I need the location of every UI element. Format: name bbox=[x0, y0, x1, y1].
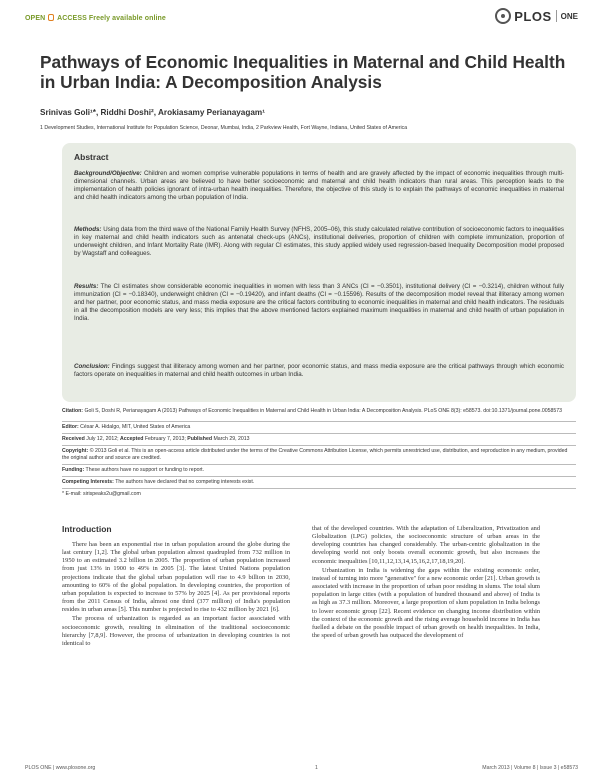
intro-left-column bbox=[62, 541, 290, 648]
abstract-results bbox=[74, 283, 564, 323]
abstract-conclusion bbox=[74, 363, 564, 379]
abstract-methods-label: Methods: bbox=[74, 226, 102, 233]
abstract-conclusion-label: Conclusion: bbox=[74, 363, 110, 370]
funding bbox=[62, 467, 576, 474]
abstract-box bbox=[62, 143, 576, 402]
abstract-results-text: The CI estimates show considerable economic inequalities in women with less than 3 ANCs (CI = −0.3501), institutional delivery (CI = −0.3214), children without fully immunization (CI = −0.18340), underweight children (CI = −0.19420), and infant deaths (CI = −0.15596). Results of the decomposition model reveal that illiteracy among women and her partner, poor economic status, and mass media exposure are the critical factors contributing to economic inequalities in maternal and child health indicators. The residuals in all the decomposition models are very less; this implies that the above mentioned factors explained maximum inequalities in maternal and child health of urban population in India. bbox=[74, 283, 564, 322]
abstract-methods bbox=[74, 226, 564, 258]
citation bbox=[62, 408, 576, 415]
copyright bbox=[62, 448, 576, 461]
author-list: Srinivas Goli¹*, Riddhi Doshi², Arokiasamy Perianayagam¹ bbox=[40, 108, 265, 117]
received-label: Received bbox=[62, 436, 85, 442]
editor-label: Editor: bbox=[62, 424, 79, 430]
open-access-label-2: ACCESS Freely available online bbox=[57, 15, 166, 22]
divider bbox=[62, 488, 576, 489]
abstract-background-label: Background/Objective: bbox=[74, 170, 142, 177]
received-date: July 12, 2012; bbox=[86, 436, 119, 442]
introduction-heading: Introduction bbox=[62, 524, 112, 534]
intro-paragraph: that of the developed countries. With the adaptation of Liberalization, Privatization and Globalization (LPG) policies, the socioeconomic structure of urban areas in the developing countries has changed considerably. The urban-centric globalization in the developing world not only boosts overall economic growth, but also increases the economic inequalities [10,11,12,13,14,15,16,2,17,18,19,20]. bbox=[312, 525, 540, 565]
abstract-methods-text: Using data from the third wave of the National Family Health Survey (NFHS, 2005–06), this study calculated relative contribution of socioeconomic factors to inequalities in key maternal and child health indicators such as antenatal check-ups (ANCs), institutional deliveries, proportion of children with complete immunization, proportion of underweight children, and Infant Mortality Rate (IMR). Along with regular CI estimates, this study applied widely used regression-based Inequality Decomposition model proposed by Wagstaff and colleagues. bbox=[74, 226, 564, 257]
citation-text: Goli S, Doshi R, Perianayagam A (2013) Pathways of Economic Inequalities in Maternal and Child Health in Urban India: A Decomposition Analysis. PLoS ONE 8(3): e58573. doi:10.1371/journal.pone.0058573 bbox=[84, 408, 563, 414]
funding-text: These authors have no support or funding to report. bbox=[85, 467, 205, 473]
divider bbox=[62, 433, 576, 434]
corresponding-email[interactable]: * E-mail: sirispeaks2u@gmail.com bbox=[62, 491, 141, 497]
journal-logo bbox=[495, 8, 578, 24]
abstract-conclusion-text: Findings suggest that illiteracy among women and her partner, poor economic status, and mass media exposure are the critical pathways through which economic factors operate on inequalities in maternal and child health outcomes in urban India. bbox=[74, 363, 564, 378]
published-label: Published bbox=[187, 436, 213, 442]
abstract-heading: Abstract bbox=[74, 152, 109, 162]
divider bbox=[62, 421, 576, 422]
page-number: 1 bbox=[315, 765, 318, 771]
journal-logo-sub: ONE bbox=[560, 11, 578, 21]
copyright-label: Copyright: bbox=[62, 448, 89, 454]
accepted-label: Accepted bbox=[120, 436, 144, 442]
intro-paragraph: Urbanization in India is widening the gaps within the existing economic order, instead of turning into more "generative" for a new economic order [21]. Urban growth is associated with increase in the proportion of urban poor residing in slums. The total slum population in large cities (with a population of hundred thousand and above) of India is as high as 37.3 million. Moreover, a large proportion of slum population in India belongs to lower economic group [22]. Recent evidence on changing income distribution within the context of the economic growth and the rising average household income in India has fuelled a debate on the possible impact of urban growth on health inequalities. In India, the speed of urban growth has outpaced the development of bbox=[312, 566, 540, 640]
intro-paragraph: The process of urbanization is regarded as an important factor associated with socioeconomic growth, resulting in elimination of the traditional socioeconomic hierarchy [7,8,9]. However, the process of urbanization in developing countries is not identical to bbox=[62, 615, 290, 647]
plos-logo-icon bbox=[495, 8, 511, 24]
editor-text: César A. Hidalgo, MIT, United States of America bbox=[80, 424, 191, 430]
accepted-date: February 7, 2013; bbox=[144, 436, 186, 442]
competing-interests bbox=[62, 479, 576, 486]
competing-text: The authors have declared that no competing interests exist. bbox=[115, 479, 255, 485]
published-date: March 29, 2013 bbox=[213, 436, 250, 442]
abstract-background-text: Children and women comprise vulnerable populations in terms of health and are gravely affected by the impact of economic inequalities through multi-dimensional channels. Urban areas are believed to have better socioeconomic and maternal and child health indicators than rural areas. This perception leads to the implementation of health policies ignorant of intra-urban health inequalities. Therefore, the objective of this study is to explain the pathways of economic inequalities in maternal and child health indicators among the urban population of India. bbox=[74, 170, 564, 201]
divider bbox=[62, 476, 576, 477]
open-access-banner bbox=[25, 14, 166, 22]
logo-divider bbox=[556, 10, 557, 22]
abstract-background bbox=[74, 170, 564, 202]
editor bbox=[62, 424, 576, 431]
intro-right-column bbox=[312, 525, 540, 640]
citation-label: Citation: bbox=[62, 408, 84, 414]
abstract-results-label: Results: bbox=[74, 283, 99, 290]
competing-label: Competing Interests: bbox=[62, 479, 114, 485]
open-access-label: OPEN bbox=[25, 15, 46, 22]
footer-issue: March 2013 | Volume 8 | Issue 3 | e58573 bbox=[482, 765, 578, 771]
footer-journal[interactable]: PLOS ONE | www.plosone.org bbox=[25, 765, 96, 771]
dates bbox=[62, 436, 576, 443]
journal-logo-text: PLOS bbox=[514, 8, 552, 24]
funding-label: Funding: bbox=[62, 467, 85, 473]
page-header bbox=[25, 8, 578, 36]
copyright-text: © 2013 Goli et al. This is an open-access article distributed under the terms of the Creative Commons Attribution License, which permits unrestricted use, distribution, and reproduction in any medium, provided the original author and source are credited. bbox=[62, 448, 568, 461]
open-access-lock-icon bbox=[48, 14, 54, 21]
divider bbox=[62, 445, 576, 446]
article-title: Pathways of Economic Inequalities in Maternal and Child Health in Urban India: A Decomposition Analysis bbox=[40, 52, 566, 92]
divider bbox=[62, 464, 576, 465]
intro-paragraph: There has been an exponential rise in urban population around the globe during the last century [1,2]. The global urban population almost quadrupled from 732 million in 1950 to an estimated 3.2 billion in 2005. The proportion of urban population increased from just 13% in 1900 to 49% in 2005 [3]. The latest United Nations population projections indicate that the global urban population will rise to 4.9 billion in 2030, amounting to 60% of the global population. In developing countries, the proportion of urban population is expected to increase to 57% by 2025 [4]. As per provisional reports from the 2011 Census of India, almost one third (377 million) of India's population resides in urban areas [5]. This number is projected to rise to 432 million by 2021 [6]. bbox=[62, 541, 290, 614]
affiliations: 1 Development Studies, International Institute for Population Science, Deonar, Mumbai, India, 2 Parkview Health, Fort Wayne, Indiana, United States of America bbox=[40, 125, 408, 131]
